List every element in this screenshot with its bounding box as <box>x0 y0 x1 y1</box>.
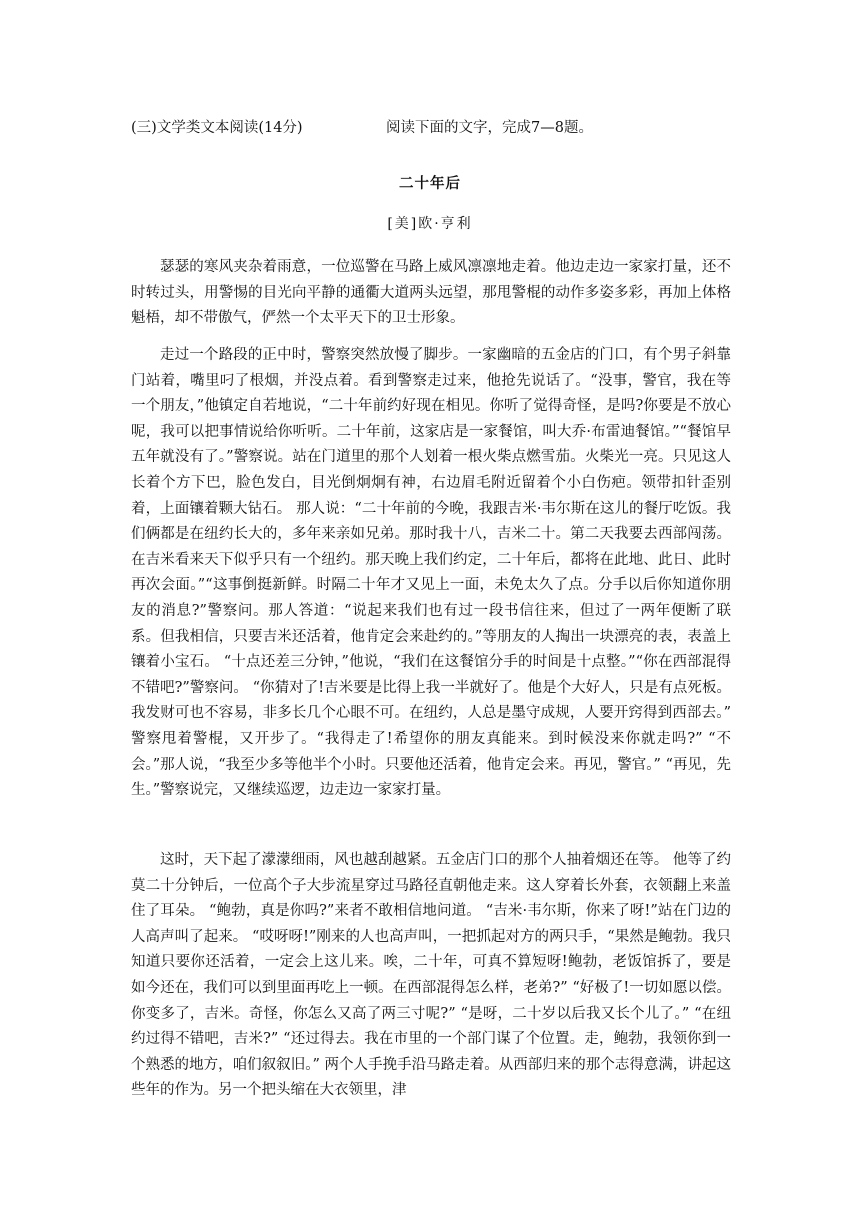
question-header <box>131 116 751 140</box>
section-label: (三)文学类文本阅读(14分) <box>131 120 303 136</box>
reading-instruction: 阅读下面的文字，完成7—8题。 <box>386 120 593 136</box>
article-paragraph-2 <box>131 343 731 804</box>
article-author: [美]欧·亨利 <box>387 216 473 232</box>
article-paragraph-3 <box>131 848 731 1104</box>
article-paragraph-1 <box>131 255 731 332</box>
paragraph-text: 这时，天下起了濛濛细雨，风也越刮越紧。五金店门口的那个人抽着烟还在等。 他等了约莫二十分钟后，一位高个子大步流星穿过马路径直朝他走来。这人穿着长外套，衣领翻上来盖住了耳朵。 “鲍勃，真是你吗?”来者不敢相信地问道。 “吉米·韦尔斯，你来了呀!”站在门边的人高声叫了起来。 “哎呀呀!”刚来的人也高声叫，一把抓起对方的两只手，“果然是鲍勃。我只知道只要你还活着，一定会上这儿来。唉，二十年，可真不算短呀!鲍勃，老饭馆拆了，要是如今还在，我们可以到里面再吃上一顿。在西部混得怎么样，老弟?” “好极了!一切如愿以偿。你变多了，吉米。奇怪，你怎么又高了两三寸呢?” “是呀，二十岁以后我又长个儿了。” “在纽约过得不错吧，吉米?” “还过得去。我在市里的一个部门谋了个位置。走，鲍勃，我领你到一个熟悉的地方，咱们叙叙旧。” 两个人手挽手沿马路走着。从西部归来的那个志得意满，讲起这些年的作为。另一个把头缩在大衣领里，津 <box>131 852 731 1099</box>
paragraph-text: 瑟瑟的寒风夹杂着雨意，一位巡警在马路上威风凛凛地走着。他边走边一家家打量，还不时转过头，用警惕的目光向平静的通衢大道两头远望，那甩警棍的动作多姿多彩，再加上体格魁梧，却不带傲气，俨然一个太平天下的卫士形象。 <box>131 259 731 327</box>
article-title: 二十年后 <box>399 175 461 192</box>
paragraph-text: 走过一个路段的正中时，警察突然放慢了脚步。一家幽暗的五金店的门口，有个男子斜靠门站着，嘴里叼了根烟，并没点着。看到警察走过来，他抢先说话了。“没事，警官，我在等一个朋友，”他镇定自若地说，“二十年前约好现在相见。你听了觉得奇怪，是吗?你要是不放心呢，我可以把事情说给你听听。二十年前，这家店是一家餐馆，叫大乔·布雷迪餐馆。”“餐馆早五年就没有了。”警察说。站在门道里的那个人划着一根火柴点燃雪茄。火柴光一亮。只见这人长着个方下巴，脸色发白，目光倒炯炯有神，右边眉毛附近留着个小白伤疤。领带扣针歪别着，上面镶着颗大钻石。 那人说：“二十年前的今晚，我跟吉米·韦尔斯在这儿的餐厅吃饭。我们俩都是在纽约长大的，多年来亲如兄弟。那时我十八，吉米二十。第二天我要去西部闯荡。在吉米看来天下似乎只有一个纽约。那天晚上我们约定，二十年后，都将在此地、此日、此时再次会面。”“这事倒挺新鲜。时隔二十年才又见上一面，未免太久了点。分手以后你知道你朋友的消息?”警察问。那人答道：“说起来我们也有过一段书信往来，但过了一两年便断了联系。但我相信，只要吉米还活着，他肯定会来赴约的。”等朋友的人掏出一块漂亮的表，表盖上镶着小宝石。 “十点还差三分钟，”他说，“我们在这餐馆分手的时间是十点整。”“你在西部混得不错吧?”警察问。 “你猜对了!吉米要是比得上我一半就好了。他是个大好人，只是有点死板。我发财可也不容易，非多长几个心眼不可。在纽约，人总是墨守成规，人要开窍得到西部去。” 警察甩着警棍，又开步了。“我得走了!希望你的朋友真能来。到时候没来你就走吗?” “不会。”那人说，“我至少多等他半个小时。只要他还活着，他肯定会来。再见，警官。” “再见，先生。”警察说完，又继续巡逻，边走边一家家打量。 <box>131 347 731 799</box>
